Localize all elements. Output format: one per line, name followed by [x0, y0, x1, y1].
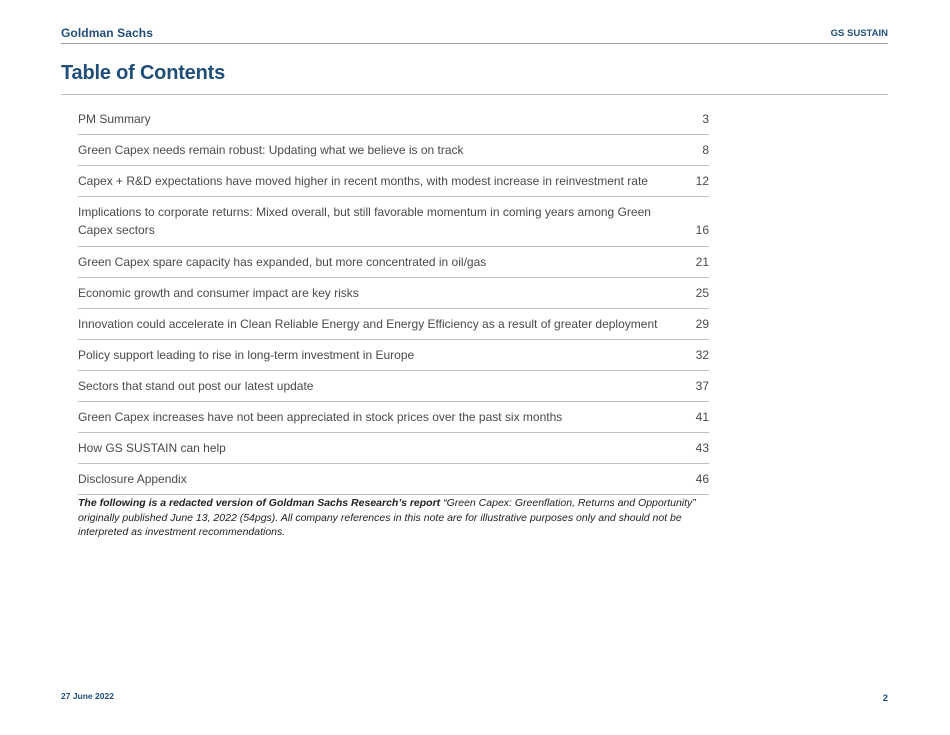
toc-item-page: 25 — [695, 286, 709, 300]
title-divider — [61, 94, 888, 95]
toc-item-pm-summary[interactable] — [78, 104, 709, 135]
toc-item-spare-capacity[interactable] — [78, 247, 709, 278]
toc-item-page: 37 — [695, 379, 709, 393]
table-of-contents — [78, 104, 709, 495]
toc-item-green-capex-needs[interactable] — [78, 135, 709, 166]
toc-item-page: 8 — [702, 143, 709, 157]
toc-item-innovation[interactable] — [78, 309, 709, 340]
toc-item-page: 29 — [695, 317, 709, 331]
toc-item-label: How GS SUSTAIN can help — [78, 441, 226, 455]
toc-item-page: 12 — [695, 174, 709, 188]
toc-item-label: Green Capex spare capacity has expanded, but more concentrated in oil/gas — [78, 255, 487, 269]
toc-item-page: 41 — [695, 410, 709, 424]
page-title: Table of Contents — [61, 62, 226, 84]
toc-item-policy-support[interactable] — [78, 340, 709, 371]
redaction-disclaimer — [78, 496, 698, 540]
page-number: 2 — [882, 693, 888, 704]
disclaimer-body: “Green Capex: Greenflation, Returns and Opportunity” originally published June 13, 2022 (54pgs). All company references in this note are for illustrative purposes only and should not be interpreted as investment recommendations. — [78, 497, 696, 538]
toc-item-gs-sustain-help[interactable] — [78, 433, 709, 464]
toc-item-label: Policy support leading to rise in long-term investment in Europe — [78, 348, 415, 362]
product-name: GS SUSTAIN — [830, 28, 888, 39]
toc-item-page: 32 — [695, 348, 709, 362]
toc-item-stock-prices[interactable] — [78, 402, 709, 433]
toc-item-disclosure-appendix[interactable] — [78, 464, 709, 495]
toc-item-label: Sectors that stand out post our latest update — [78, 379, 314, 393]
toc-item-capex-rd-expectations[interactable] — [78, 166, 709, 197]
brand-name: Goldman Sachs — [61, 26, 153, 40]
toc-item-label: Green Capex increases have not been appreciated in stock prices over the past six months — [78, 410, 563, 424]
toc-item-label: Capex + R&D expectations have moved higher in recent months, with modest increase in reinvestment rate — [78, 174, 648, 188]
toc-item-key-risks[interactable] — [78, 278, 709, 309]
toc-item-sectors[interactable] — [78, 371, 709, 402]
toc-item-label: Innovation could accelerate in Clean Reliable Energy and Energy Efficiency as a result of greater deployment — [78, 317, 658, 331]
toc-item-page: 46 — [695, 472, 709, 486]
disclaimer-lead: The following is a redacted version of Goldman Sachs Research’s report — [78, 497, 441, 509]
toc-item-corporate-returns[interactable] — [78, 197, 709, 247]
toc-item-label: Economic growth and consumer impact are key risks — [78, 286, 359, 300]
toc-item-label: Green Capex needs remain robust: Updating what we believe is on track — [78, 143, 464, 157]
toc-item-page: 3 — [702, 112, 709, 126]
toc-item-page: 43 — [695, 441, 709, 455]
toc-item-label: Implications to corporate returns: Mixed overall, but still favorable momentum in coming years among Green Capex sectors — [78, 205, 651, 237]
toc-item-page: 21 — [695, 255, 709, 269]
footer-date: 27 June 2022 — [61, 691, 114, 701]
page-header — [61, 26, 888, 44]
toc-item-page: 16 — [695, 222, 709, 237]
toc-item-label: Disclosure Appendix — [78, 472, 187, 486]
toc-item-label: PM Summary — [78, 112, 151, 126]
